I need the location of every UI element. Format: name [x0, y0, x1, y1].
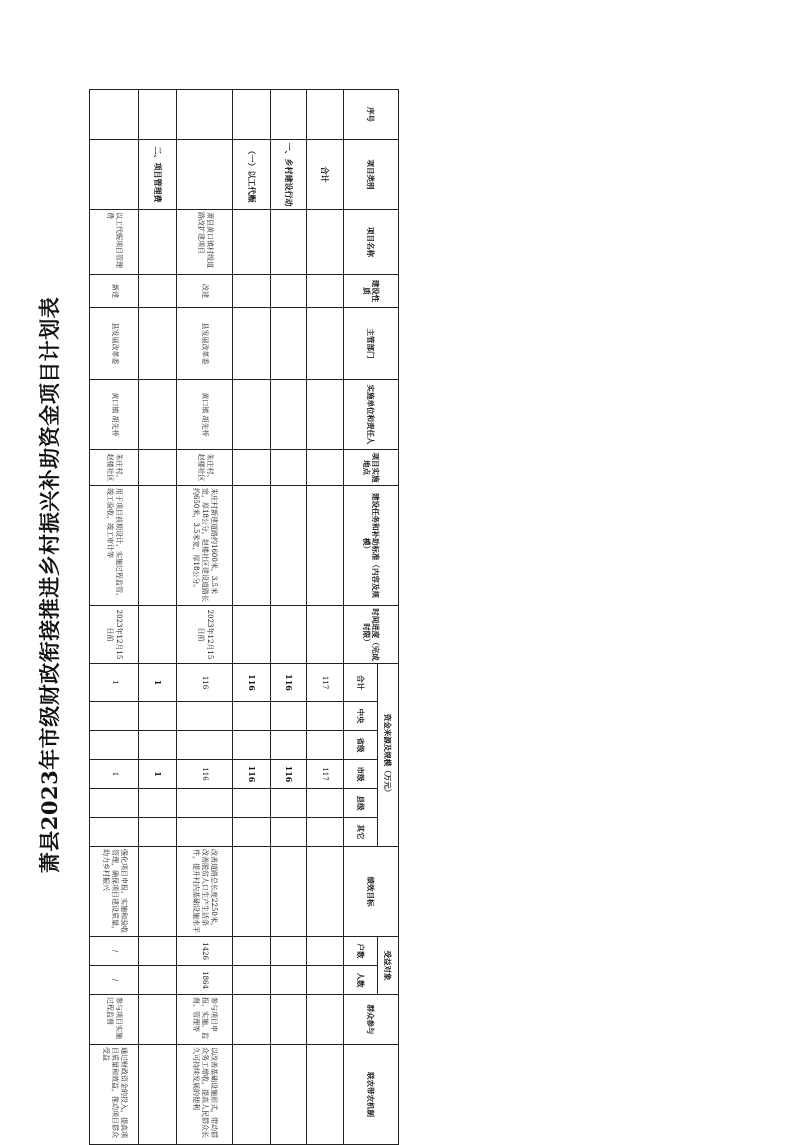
p2-dept: 县发展改革委 [90, 308, 139, 380]
p1-deadline: 2023年12月15日前 [177, 606, 232, 664]
project-plan-table-rotated [89, 89, 399, 1139]
p1-participation: 参与项目申报、实施、监督、管理等 [177, 995, 232, 1045]
header-city: 市级 [343, 760, 377, 789]
header-row-1 [377, 90, 398, 1145]
p1-linkage: 以改善基础设施形式，带动群众务工增收，提高人民群众长久可持续发展的便利 [177, 1045, 232, 1145]
table-row-section-1 [271, 90, 307, 1145]
header-deadline: 时间进度（完成时限） [343, 606, 398, 664]
header-county: 县级 [343, 789, 377, 818]
p1-content: 朱庄村新建道路约1600米，3.5米宽，厚18公分，赵楼社区建设道路长约650米，3.5米宽，厚18公分。 [177, 486, 232, 606]
header-name: 项目名称 [343, 210, 398, 275]
p2-goal: 强化项目申报、实施和验收管理，确保项目建设质量，助力乡村振兴 [90, 847, 139, 937]
p2-unit: 黄口镇 胡先桥 [90, 380, 139, 450]
page-title: 萧县2023年市级财政衔接推进乡村振兴补助资金项目计划表 [37, 296, 62, 874]
row-s1a-total: 116 [232, 664, 270, 702]
header-participation: 群众参与 [343, 995, 398, 1045]
header-nature: 建设性质 [343, 275, 398, 308]
p2-nature: 新建 [90, 275, 139, 308]
p2-content: 用于项目前期设计、实施过程监管、竣工验收、竣工审计等 [90, 486, 139, 606]
header-location: 项目实施地点 [343, 450, 398, 486]
p2-persons: / [90, 966, 139, 995]
row-s2-city: 1 [139, 760, 177, 789]
header-province: 省级 [343, 731, 377, 760]
p2-city: 1 [90, 760, 139, 789]
row-s2-total: 1 [139, 664, 177, 702]
header-beneficiaries: 受益对象 [377, 937, 398, 995]
header-persons: 人数 [343, 966, 377, 995]
header-total: 合计 [343, 664, 377, 702]
p1-goal: 改善道路总长度2250米，改善脱贫人口生产生活条件，提升村内基础设施水平 [177, 847, 232, 937]
table-row-section-1a [232, 90, 270, 1145]
p1-dept: 县发展改革委 [177, 308, 232, 380]
p2-linkage: 通过财政资金的投入，提高项目质量和效益，推动项目群众受益 [90, 1045, 139, 1145]
row-total-city: 117 [307, 760, 343, 789]
header-dept: 主管部门 [343, 308, 398, 380]
header-seq: 序号 [343, 90, 398, 140]
header-households: 户数 [343, 937, 377, 966]
header-unit: 实施单位和责任人 [343, 380, 398, 450]
row-total-category: 合计 [307, 140, 343, 210]
table-row-section-2 [139, 90, 177, 1145]
row-s2-category: 二、项目管理费 [139, 140, 177, 210]
row-s1a-city: 116 [232, 760, 270, 789]
p1-city: 116 [177, 760, 232, 789]
header-funds: 资金来源及规模（万元） [377, 664, 398, 847]
header-category: 项目类别 [343, 140, 398, 210]
p2-total: 1 [90, 664, 139, 702]
p2-location: 朱庄村、赵楼社区 [90, 450, 139, 486]
table-row-total [307, 90, 343, 1145]
row-s1-total: 116 [271, 664, 307, 702]
row-total-sum: 117 [307, 664, 343, 702]
project-plan-table [89, 89, 399, 1145]
header-content: 建设任务和补助标准（内容及规模） [343, 486, 398, 606]
row-s1-category: 一、乡村建设行动 [271, 140, 307, 210]
header-other: 其它 [343, 818, 377, 847]
p1-total: 116 [177, 664, 232, 702]
p1-nature: 改建 [177, 275, 232, 308]
p1-households: 1426 [177, 937, 232, 966]
p2-deadline: 2023年12月15日前 [90, 606, 139, 664]
header-linkage: 联农带农机制 [343, 1045, 398, 1145]
row-s1a-category: （一）以工代赈 [232, 140, 270, 210]
p2-households: / [90, 937, 139, 966]
table-row-project-2 [90, 90, 139, 1145]
header-central: 中央 [343, 702, 377, 731]
p1-name: 萧县黄口镇村级道路改扩建项目 [177, 210, 232, 275]
table-row-project-1 [177, 90, 232, 1145]
row-s1-city: 116 [271, 760, 307, 789]
header-goal: 绩效目标 [343, 847, 398, 937]
p1-persons: 1864 [177, 966, 232, 995]
p1-location: 朱庄村、赵楼社区 [177, 450, 232, 486]
p2-name: 以工代赈项目管理费 [90, 210, 139, 275]
p2-participation: 参与项目实施过程监督 [90, 995, 139, 1045]
p1-unit: 黄口镇 胡先桥 [177, 380, 232, 450]
